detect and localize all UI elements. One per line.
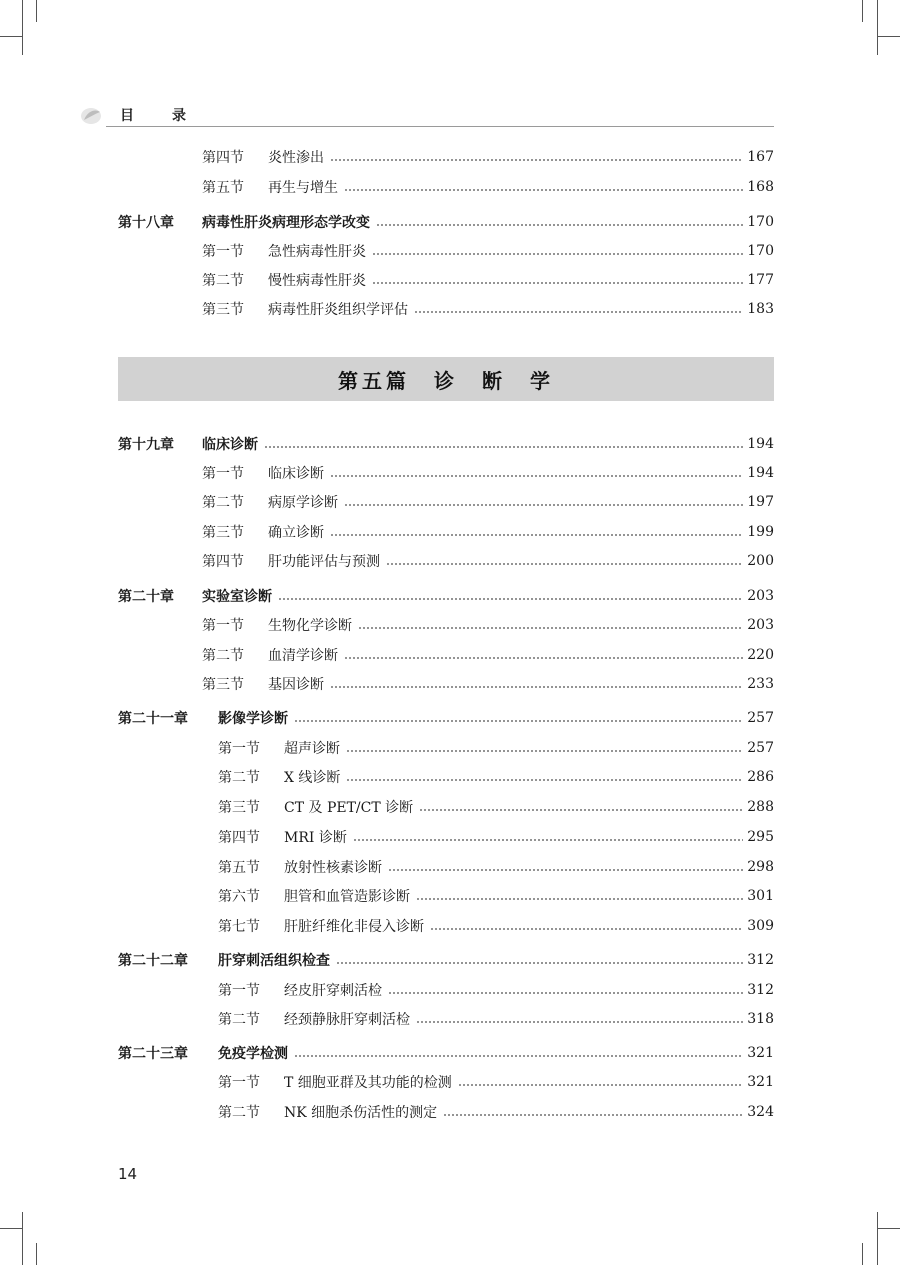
entry-page: 168 — [747, 179, 774, 195]
entry-number: 第二节 — [218, 1105, 260, 1121]
entry-number: 第二十章 — [118, 589, 174, 605]
entry-title: 超声诊断 — [284, 741, 340, 757]
entry-page: 312 — [747, 952, 774, 968]
entry-number: 第二十二章 — [118, 953, 188, 969]
entry-page: 309 — [747, 918, 774, 934]
entry-title: 病毒性肝炎组织学评估 — [268, 302, 408, 318]
entry-page: 199 — [747, 524, 774, 540]
crop-mark — [36, 1243, 37, 1265]
entry-number: 第二节 — [202, 273, 244, 289]
entry-page: 200 — [747, 553, 774, 569]
dot-leader — [330, 686, 743, 688]
entry-number: 第五节 — [218, 860, 260, 876]
entry-page: 194 — [747, 436, 774, 452]
entry-number: 第三节 — [202, 302, 244, 318]
toc-entry[interactable] — [118, 672, 774, 696]
entry-page: 194 — [747, 465, 774, 481]
entry-number: 第三节 — [218, 800, 260, 816]
toc-entry[interactable] — [118, 825, 774, 849]
entry-number: 第二十三章 — [118, 1046, 188, 1062]
toc-entry[interactable] — [118, 297, 774, 321]
entry-title: 确立诊断 — [268, 525, 324, 541]
toc-entry[interactable] — [118, 1100, 774, 1124]
dot-leader — [353, 839, 743, 841]
toc-entry[interactable] — [118, 268, 774, 292]
entry-title: 胆管和血管造影诊断 — [284, 889, 410, 905]
toc-entry[interactable] — [118, 613, 774, 637]
crop-mark — [0, 1228, 22, 1229]
entry-page: 288 — [747, 799, 774, 815]
dot-leader — [344, 189, 743, 191]
entry-number: 第一节 — [218, 1075, 260, 1091]
entry-number: 第一节 — [202, 618, 244, 634]
entry-page: 321 — [747, 1045, 774, 1061]
entry-title: 血清学诊断 — [268, 648, 338, 664]
entry-page: 298 — [747, 859, 774, 875]
entry-title: MRI 诊断 — [284, 830, 347, 846]
entry-page: 295 — [747, 829, 774, 845]
entry-page: 167 — [747, 149, 774, 165]
toc-entry[interactable] — [118, 978, 774, 1002]
entry-number: 第七节 — [218, 919, 260, 935]
entry-title: 急性病毒性肝炎 — [268, 244, 366, 260]
entry-title: T 细胞亚群及其功能的检测 — [284, 1075, 452, 1091]
entry-number: 第二节 — [202, 495, 244, 511]
toc-entry[interactable] — [118, 914, 774, 938]
dot-leader — [358, 627, 743, 629]
entry-number: 第一节 — [202, 244, 244, 260]
toc-entry[interactable] — [118, 239, 774, 263]
entry-page: 170 — [747, 243, 774, 259]
entry-title: CT 及 PET/CT 诊断 — [284, 800, 414, 816]
crop-mark — [22, 1212, 23, 1265]
dot-leader — [264, 446, 743, 448]
entry-number: 第十九章 — [118, 437, 174, 453]
dot-leader — [344, 657, 743, 659]
dot-leader — [294, 720, 743, 722]
crop-mark — [877, 1212, 878, 1265]
dot-leader — [372, 282, 743, 284]
toc-entry[interactable] — [118, 490, 774, 514]
entry-title: 生物化学诊断 — [268, 618, 352, 634]
toc-entry[interactable] — [118, 643, 774, 667]
entry-title: X 线诊断 — [284, 770, 341, 786]
toc-entry[interactable] — [118, 175, 774, 199]
entry-title: 经皮肝穿刺活检 — [284, 983, 382, 999]
entry-title: NK 细胞杀伤活性的测定 — [284, 1105, 438, 1121]
entry-title: 基因诊断 — [268, 677, 324, 693]
dot-leader — [388, 992, 743, 994]
toc-chapter-entry[interactable] — [118, 432, 774, 456]
entry-title: 影像学诊断 — [218, 711, 288, 727]
entry-number: 第二节 — [202, 648, 244, 664]
dot-leader — [419, 809, 743, 811]
toc-entry[interactable] — [118, 461, 774, 485]
toc-chapter-entry[interactable] — [118, 948, 774, 972]
entry-page: 220 — [747, 647, 774, 663]
entry-title: 临床诊断 — [202, 437, 258, 453]
entry-number: 第四节 — [202, 150, 244, 166]
toc-entry[interactable] — [118, 549, 774, 573]
entry-title: 病毒性肝炎病理形态学改变 — [202, 215, 370, 231]
entry-page: 203 — [747, 617, 774, 633]
entry-page: 233 — [747, 676, 774, 692]
dot-leader — [330, 159, 743, 161]
entry-number: 第三节 — [202, 525, 244, 541]
toc-entry[interactable] — [118, 795, 774, 819]
leaf-icon — [80, 106, 102, 126]
entry-title: 再生与增生 — [268, 180, 338, 196]
dot-leader — [330, 534, 743, 536]
dot-leader — [372, 253, 743, 255]
toc-chapter-entry[interactable] — [118, 706, 774, 730]
toc-entry[interactable] — [118, 884, 774, 908]
crop-mark — [877, 0, 878, 55]
entry-title: 肝功能评估与预测 — [268, 554, 380, 570]
toc-entry[interactable] — [118, 1070, 774, 1094]
toc-entry[interactable] — [118, 145, 774, 169]
dot-leader — [416, 898, 743, 900]
dot-leader — [346, 750, 743, 752]
entry-title: 病原学诊断 — [268, 495, 338, 511]
entry-page: 183 — [747, 301, 774, 317]
part-title: 第五篇 诊 断 学 — [338, 368, 554, 393]
entry-title: 放射性核素诊断 — [284, 860, 382, 876]
entry-number: 第十八章 — [118, 215, 174, 231]
crop-mark — [862, 0, 863, 22]
entry-number: 第二节 — [218, 770, 260, 786]
toc-chapter-entry[interactable] — [118, 584, 774, 608]
dot-leader — [344, 504, 743, 506]
entry-number: 第二节 — [218, 1012, 260, 1028]
entry-page: 286 — [747, 769, 774, 785]
entry-number: 第二十一章 — [118, 711, 188, 727]
entry-page: 203 — [747, 588, 774, 604]
entry-title: 慢性病毒性肝炎 — [268, 273, 366, 289]
dot-leader — [458, 1084, 743, 1086]
entry-page: 321 — [747, 1074, 774, 1090]
entry-title: 实验室诊断 — [202, 589, 272, 605]
entry-number: 第一节 — [218, 741, 260, 757]
entry-number: 第五节 — [202, 180, 244, 196]
entry-page: 170 — [747, 214, 774, 230]
entry-page: 257 — [747, 740, 774, 756]
entry-page: 257 — [747, 710, 774, 726]
toc-chapter-entry[interactable] — [118, 210, 774, 234]
dot-leader — [430, 928, 743, 930]
entry-title: 经颈静脉肝穿刺活检 — [284, 1012, 410, 1028]
entry-title: 肝穿刺活组织检查 — [218, 953, 330, 969]
dot-leader — [414, 311, 743, 313]
dot-leader — [294, 1055, 743, 1057]
crop-mark — [36, 0, 37, 22]
crop-mark — [878, 36, 900, 37]
dot-leader — [278, 598, 743, 600]
entry-page: 318 — [747, 1011, 774, 1027]
dot-leader — [388, 869, 743, 871]
toc-entry[interactable] — [118, 765, 774, 789]
entry-page: 177 — [747, 272, 774, 288]
toc-entry[interactable] — [118, 855, 774, 879]
crop-mark — [862, 1243, 863, 1265]
header-title: 目 录 — [120, 108, 198, 124]
dot-leader — [330, 475, 743, 477]
entry-number: 第一节 — [218, 983, 260, 999]
entry-title: 肝脏纤维化非侵入诊断 — [284, 919, 424, 935]
entry-title: 免疫学检测 — [218, 1046, 288, 1062]
toc-entry[interactable] — [118, 1007, 774, 1031]
entry-page: 197 — [747, 494, 774, 510]
entry-page: 301 — [747, 888, 774, 904]
dot-leader — [443, 1114, 743, 1116]
entry-page: 324 — [747, 1104, 774, 1120]
dot-leader — [346, 779, 743, 781]
table-of-contents — [118, 0, 774, 1265]
toc-chapter-entry[interactable] — [118, 1041, 774, 1065]
dot-leader — [416, 1021, 743, 1023]
dot-leader — [376, 224, 743, 226]
entry-number: 第三节 — [202, 677, 244, 693]
dot-leader — [336, 962, 743, 964]
entry-number: 第四节 — [218, 830, 260, 846]
crop-mark — [22, 0, 23, 55]
entry-page: 312 — [747, 982, 774, 998]
entry-number: 第六节 — [218, 889, 260, 905]
toc-entry[interactable] — [118, 736, 774, 760]
entry-title: 炎性渗出 — [268, 150, 324, 166]
toc-entry[interactable] — [118, 520, 774, 544]
crop-mark — [0, 36, 22, 37]
page-number: 14 — [118, 1165, 138, 1183]
dot-leader — [386, 563, 743, 565]
entry-number: 第四节 — [202, 554, 244, 570]
entry-number: 第一节 — [202, 466, 244, 482]
entry-title: 临床诊断 — [268, 466, 324, 482]
crop-mark — [878, 1228, 900, 1229]
